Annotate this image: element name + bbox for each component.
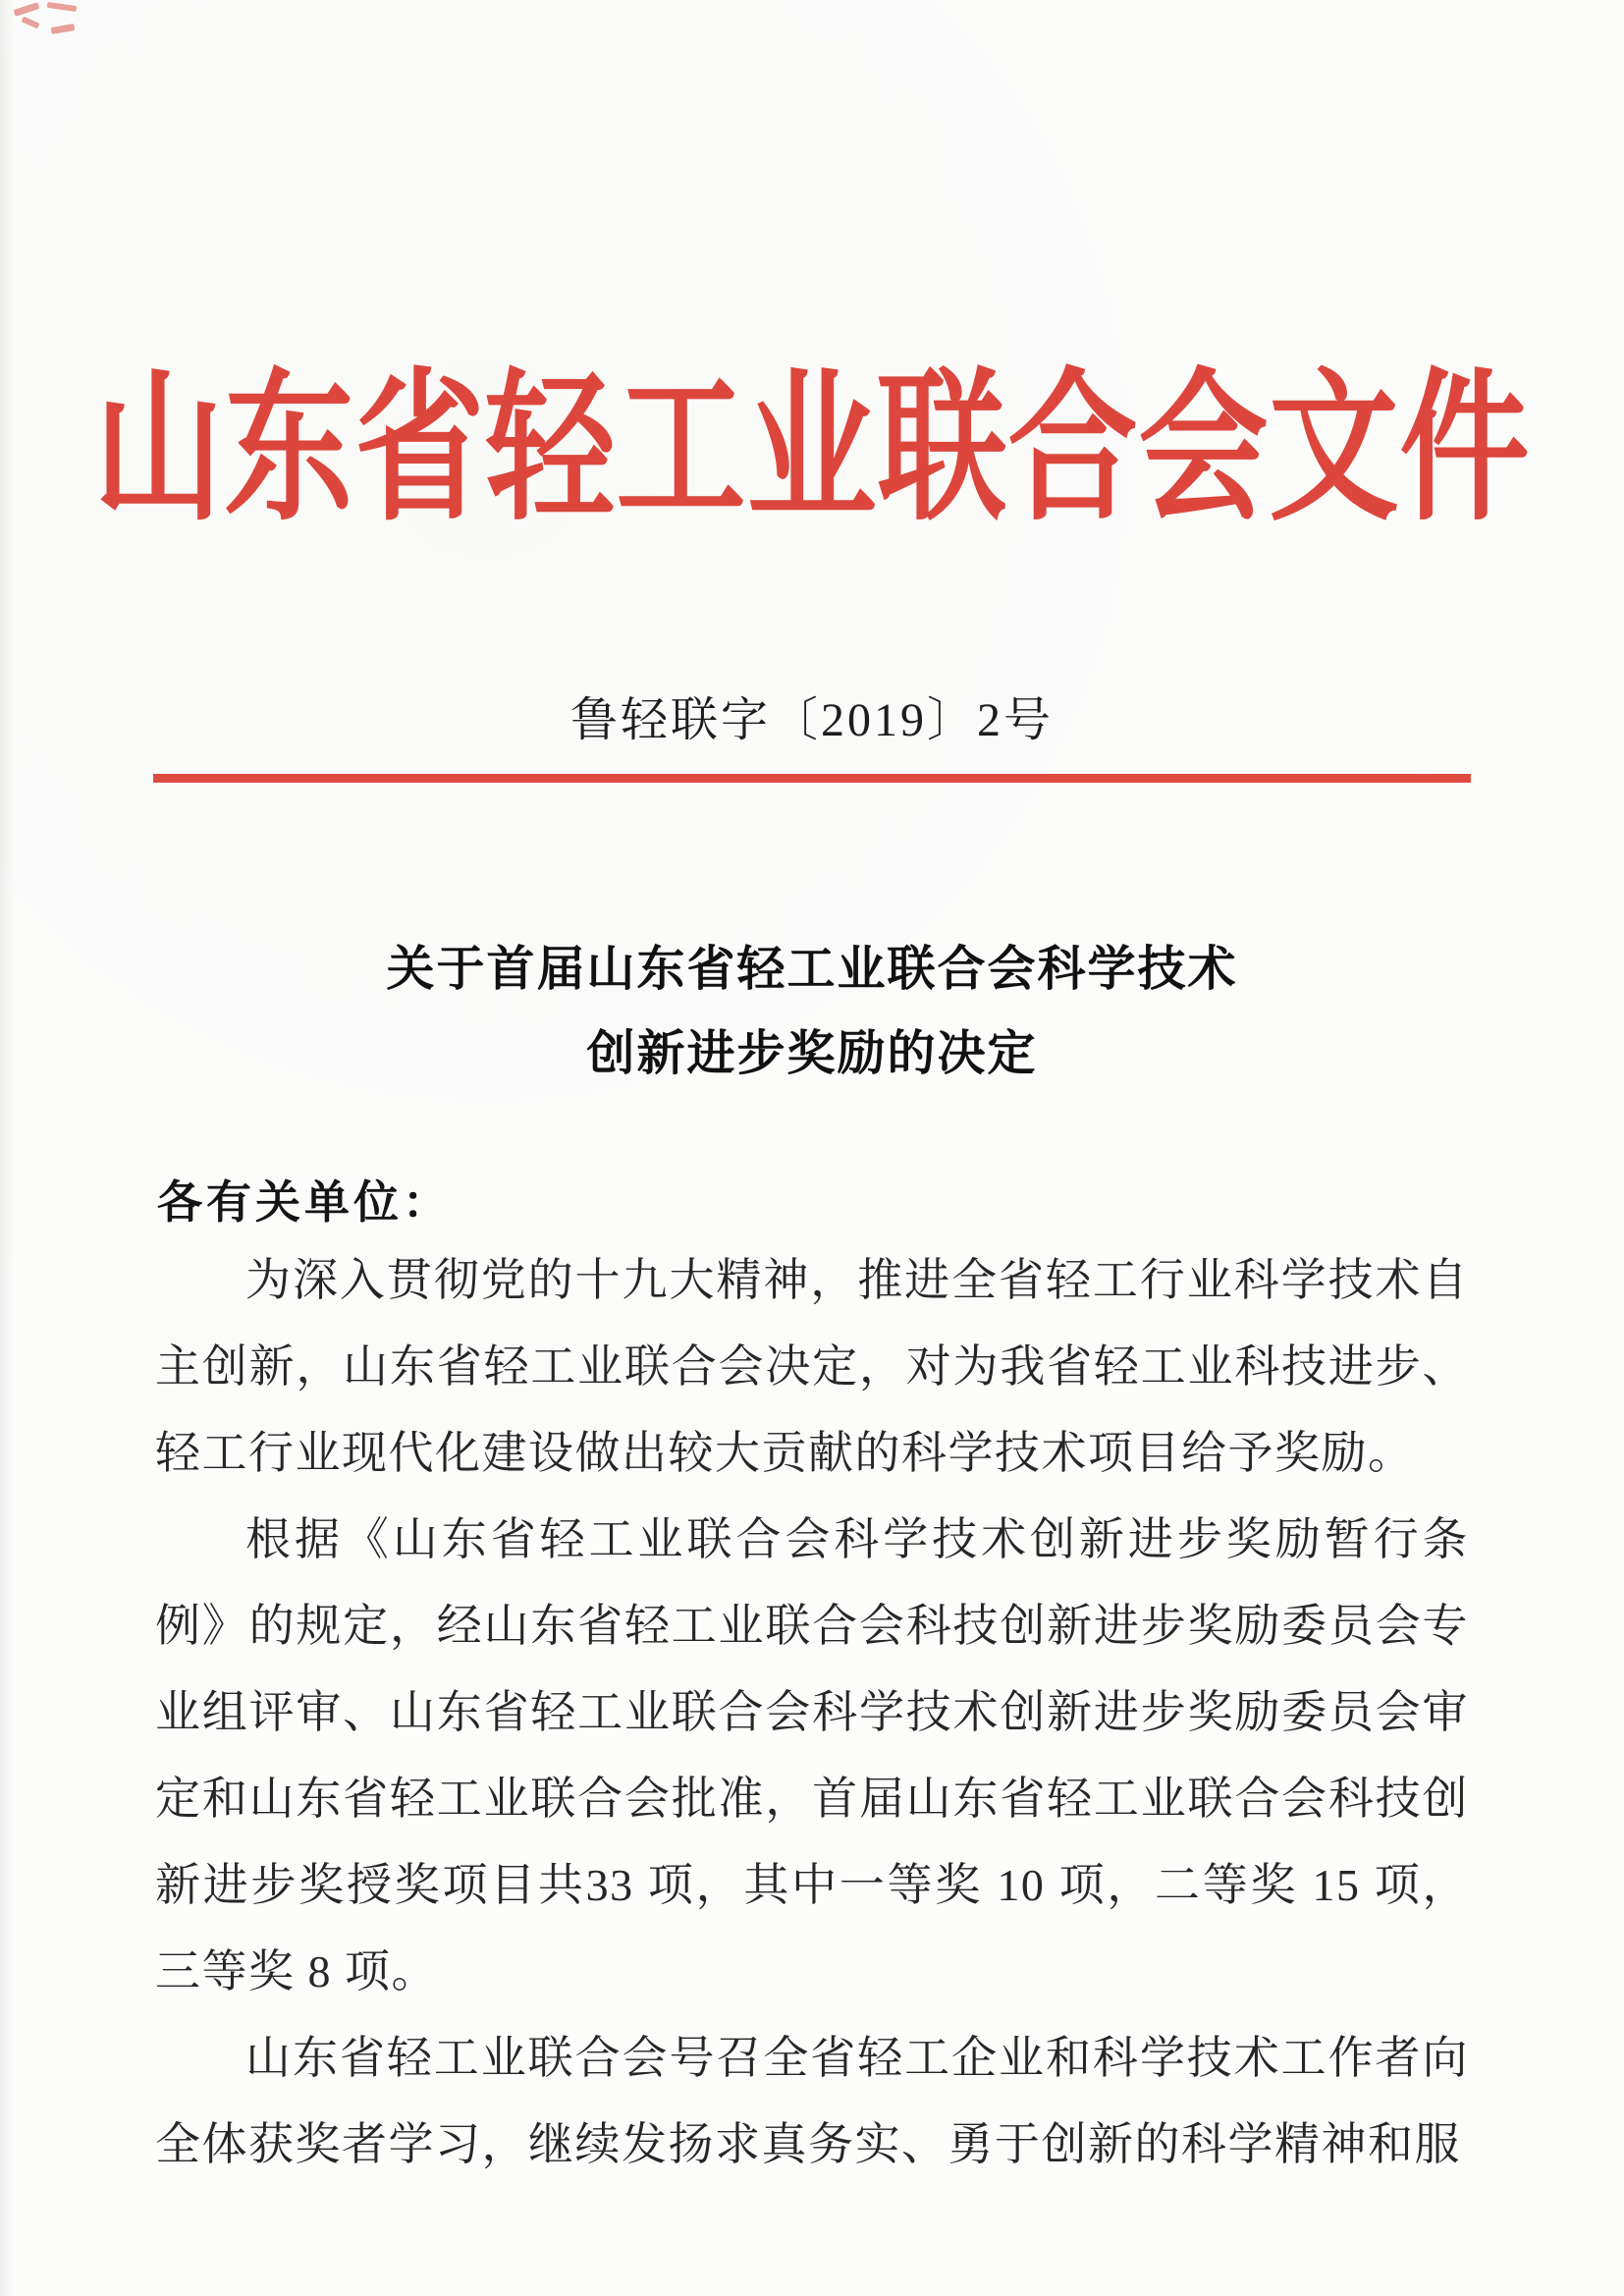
doc-number: 鲁轻联字〔2019〕2号	[569, 694, 1054, 746]
org-header-title: 山东省轻工业联合会文件	[93, 356, 1531, 539]
red-divider-line	[153, 774, 1471, 783]
body-paragraph: 为深入贯彻党的十九大精神，推进全省轻工行业科学技术自主创新，山东省轻工业联合会决定，对为我省轻工业科技进步、轻工行业现代化建设做出较大贡献的科学技术项目给予奖励。	[155, 1255, 1469, 1478]
body-paragraph: 山东省轻工业联合会号召全省轻工企业和科学技术工作者向全体获奖者学习，继续发扬求真务实、勇于创新的科学精神和服	[155, 2033, 1469, 2169]
document-body	[155, 1237, 1469, 2188]
document-title	[0, 927, 1624, 1096]
body-paragraph: 根据《山东省轻工业联合会科学技术创新进步奖励暂行条例》的规定，经山东省轻工业联合会科技创新进步奖励委员会专业组评审、山东省轻工业联合会科学技术创新进步奖励委员会审定和山东省轻工业联合会批准，首届山东省轻工业联合会科技创新进步奖授奖项目共33 项，其中一等奖 10 项，二等奖 15 项，三等奖 8 项。	[155, 1514, 1469, 1996]
document-title-line2: 创新进步奖励的决定	[586, 1026, 1038, 1080]
scan-corner-artifact	[8, 4, 86, 51]
document-title-line1: 关于首届山东省轻工业联合会科学技术	[386, 942, 1238, 996]
salutation: 各有关单位：	[157, 1177, 452, 1228]
